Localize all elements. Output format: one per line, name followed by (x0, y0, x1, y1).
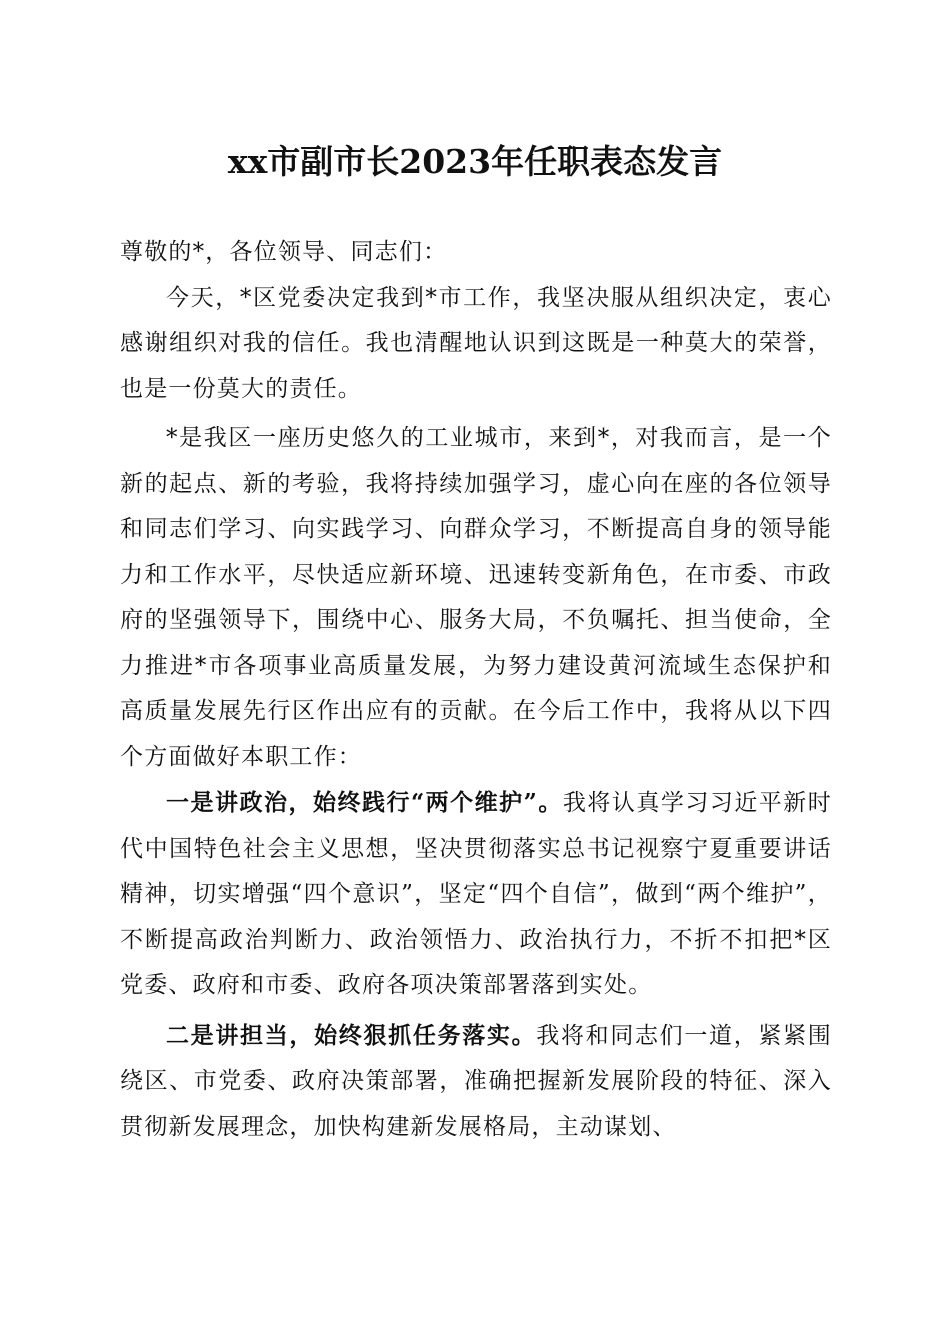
paragraph-3 (120, 780, 832, 1009)
document-body (120, 230, 832, 1150)
paragraph-4 (120, 1013, 832, 1151)
paragraph-2 (120, 416, 832, 780)
paragraph-1-text: 今天，*区党委决定我到*市工作，我坚决服从组织决定，衷心感谢组织对我的信任。我也清醒地认识到这既是一种莫大的荣誉，也是一份莫大的责任。 (120, 284, 832, 402)
salutation: 尊敬的*，各位领导、同志们： (120, 239, 448, 265)
paragraph-1 (120, 276, 832, 413)
paragraph-3-text: 我将认真学习习近平新时代中国特色社会主义思想，坚决贯彻落实总书记视察宁夏重要讲话精神，切实增强“四个意识”，坚定“四个自信”，做到“两个维护”，不断提高政治判断力、政治领悟力、政治执行力，不折不扣把*区党委、政府和市委、政府各项决策部署落到实处。 (120, 790, 832, 998)
document-title: xx市副市长2023年任职表态发言 (227, 142, 723, 181)
paragraph-3-lead: 一是讲政治，始终践行“两个维护”。 (166, 789, 563, 816)
paragraph-4-text: 我将和同志们一道，紧紧围绕区、市党委、政府决策部署，准确把握新发展阶段的特征、深入贯彻新发展理念，加快构建新发展格局，主动谋划、 (120, 1022, 832, 1140)
paragraph-2-text: *是我区一座历史悠久的工业城市，来到*，对我而言，是一个新的起点、新的考验，我将持续加强学习，虚心向在座的各位领导和同志们学习、向实践学习、向群众学习，不断提高自身的领导能力和工作水平，尽快适应新环境、迅速转变新角色，在市委、市政府的坚强领导下，围绕中心、服务大局，不负嘱托、担当使命，全力推进*市各项事业高质量发展，为努力建设黄河流域生态保护和高质量发展先行区作出应有的贡献。在今后工作中，我将从以下四个方面做好本职工作： (120, 425, 832, 770)
paragraph-4-lead: 二是讲担当，始终狠抓任务落实。 (166, 1021, 537, 1049)
